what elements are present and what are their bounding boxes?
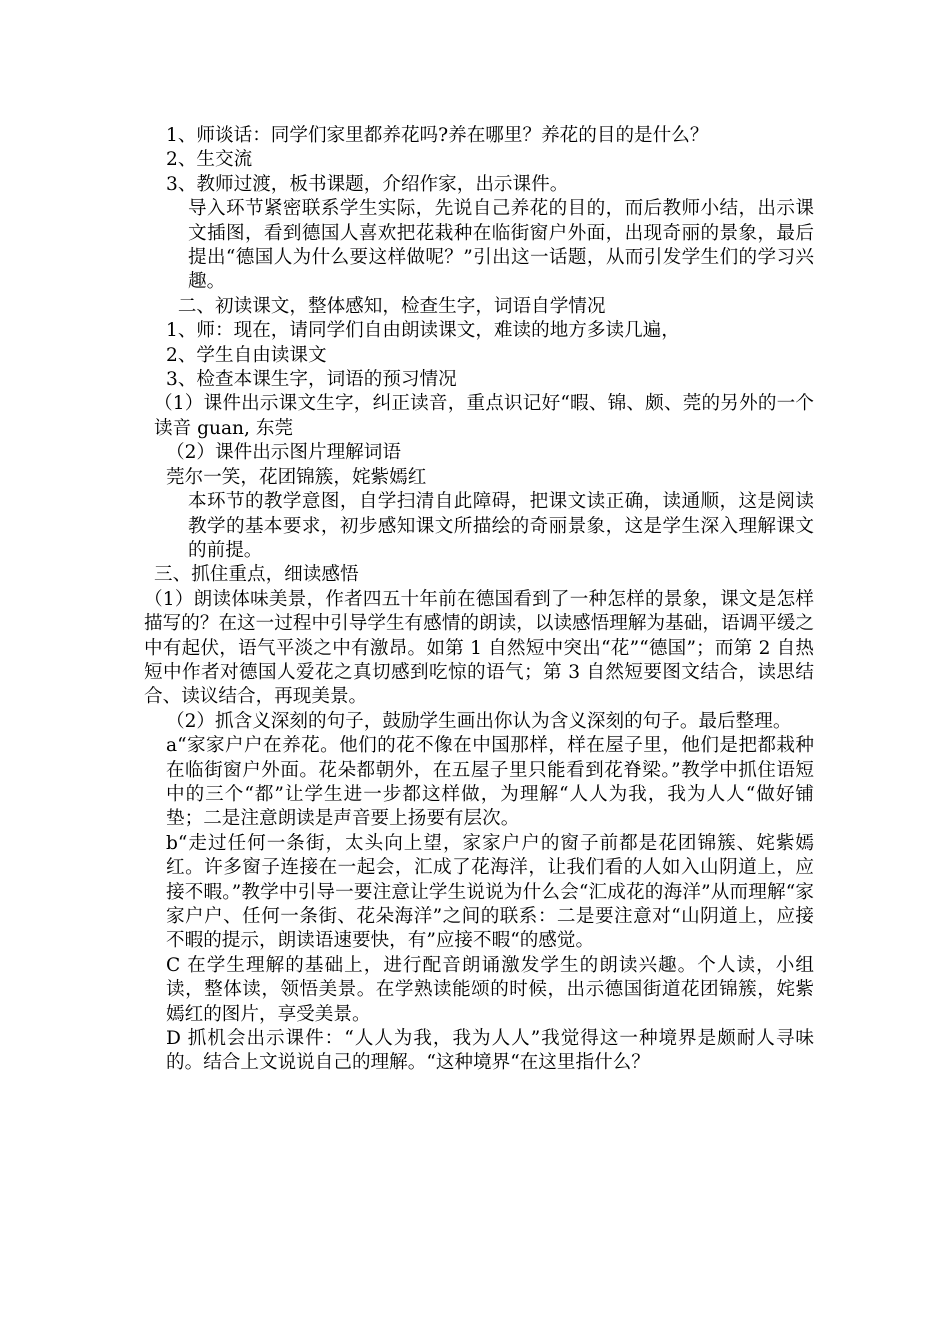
section-heading-3: 三、抓住重点，细读感悟 [154, 564, 359, 586]
paragraph-16: a“家家户户在养花。他们的花不像在中国那样，样在屋子里，他们是把都栽种在临街窗户外面。花朵都朝外，在五屋子里只能看到花脊梁。”教学中抓住语短中的三个“都”让学生进一步都这样做，为理解“人人为我，我为人人“做好铺垫；二是注意朗读是声音要上扬要有层次。 [166, 735, 814, 830]
paragraph-9: （1）课件出示课文生字，纠正读音，重点识记好“暇、锦、颇、莞的另外的一个读音 guan, 东莞 [154, 393, 814, 439]
paragraph-17: b“走过任何一条街，太头向上望，家家户户的窗子前都是花团锦簇、姹紫嫣红。许多窗子连接在一起会，汇成了花海洋，让我们看的人如入山阴道上，应接不暇。”教学中引导一要注意让学生说说为什么会“汇成花的海洋”从而理解“家家户户、任何一条街、花朵海洋”之间的联系：二是要注意对“山阴道上，应接不暇的提示，朗读语速要快，有”应接不暇“的感觉。 [166, 832, 814, 952]
paragraph-6: 1、师：现在，请同学们自由朗读课文，难读的地方多读几遍， [166, 320, 680, 342]
paragraph-11: 莞尔一笑，花团锦簇，姹紫嫣红 [166, 466, 427, 488]
paragraph-2: 2、生交流 [166, 149, 253, 171]
paragraph-14: （1）朗读体味美景，作者四五十年前在德国看到了一种怎样的景象，课文是怎样描写的？在这一过程中引导学生有感情的朗读，以读感悟理解为基础，语调平缓之中有起伏，语气平淡之中有激昂。如第 1 自然短中突出“花”“德国”；而第 2 自热短中作者对德国人爱花之真切感到吃惊的语气；第 3 自然短要图文结合，读思结合、读议结合，再现美景。 [144, 588, 814, 708]
paragraph-15: （2）抓含义深刻的句子，鼓励学生画出你认为含义深刻的句子。最后整理。 [166, 710, 792, 732]
document-page [144, 124, 814, 1076]
paragraph-7: 2、学生自由读课文 [166, 344, 327, 366]
paragraph-1: 1、师谈话：同学们家里都养花吗?养在哪里？养花的目的是什么？ [166, 125, 709, 146]
paragraph-18: C 在学生理解的基础上，进行配音朗诵激发学生的朗读兴趣。个人读，小组读，整体读，领悟美景。在学熟读能颂的时候，出示德国街道花团锦簇，姹紫嫣红的图片，享受美景。 [166, 954, 814, 1025]
paragraph-12: 本环节的教学意图，自学扫清自此障碍，把课文读正确，读通顺，这是阅读教学的基本要求，初步感知课文所描绘的奇丽景象，这是学生深入理解课文的前提。 [188, 491, 814, 561]
paragraph-3: 3、教师过渡，板书课题，介绍作家，出示课件。 [166, 173, 569, 195]
paragraph-10: （2）课件出示图片理解词语 [166, 442, 401, 464]
paragraph-4: 导入环节紧密联系学生实际，先说自己养花的目的，而后教师小结，出示课文插图，看到德国人喜欢把花栽种在临街窗户外面，出现奇丽的景象，最后提出“德国人为什么要这样做呢？”引出这一话题，从而引发学生们的学习兴趣。 [188, 198, 814, 293]
section-heading-2: 二、初读课文，整体感知，检查生字，词语自学情况 [166, 295, 606, 317]
paragraph-19: D 抓机会出示课件：“人人为我，我为人人”我觉得这一种境界是颇耐人寻味的。结合上文说说自己的理解。“这种境界“在这里指什么？ [166, 1028, 814, 1074]
paragraph-8: 3、检查本课生字，词语的预习情况 [166, 369, 457, 391]
